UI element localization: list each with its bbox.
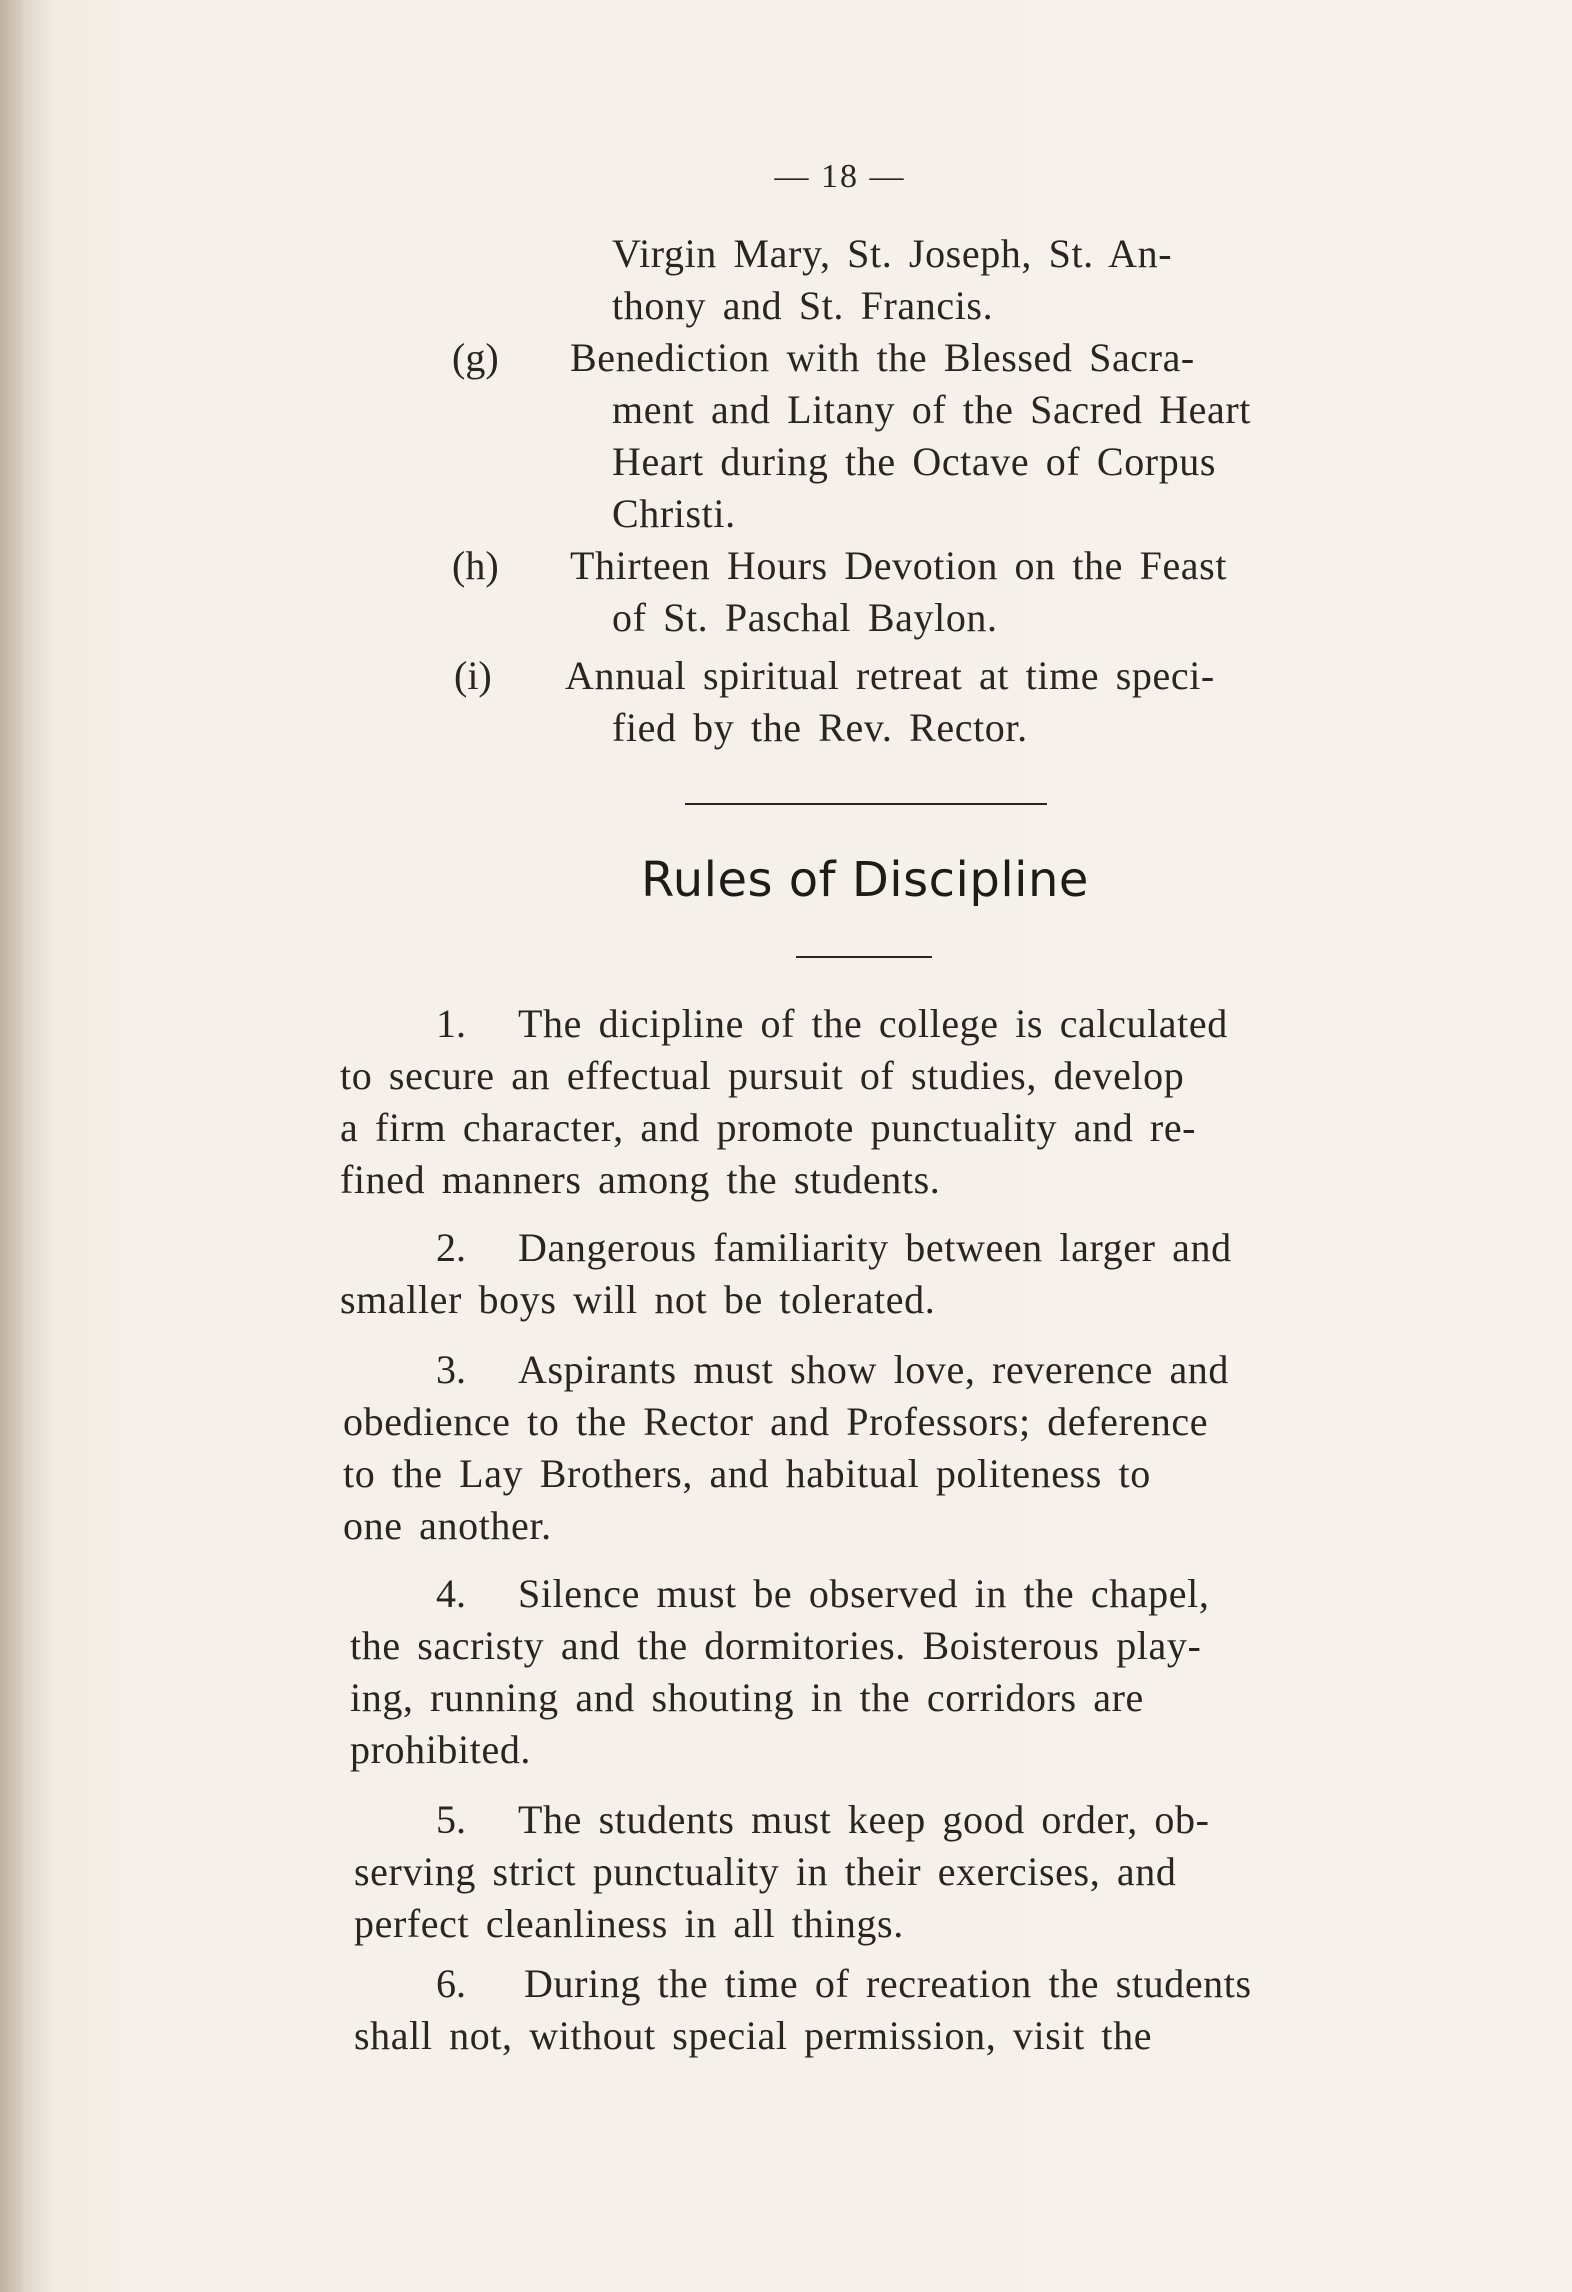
- list-line: Virgin Mary, St. Joseph, St. An-: [612, 231, 1173, 276]
- rule-line: perfect cleanliness in all things.: [354, 1901, 904, 1946]
- rule-line: one another.: [343, 1503, 552, 1548]
- rule-number: 2.: [436, 1225, 466, 1270]
- rule-number: 6.: [436, 1961, 466, 2006]
- rule-line: Aspirants must show love, reverence and: [518, 1347, 1229, 1392]
- list-line: fied by the Rev. Rector.: [612, 705, 1028, 750]
- section-divider: [685, 803, 1047, 805]
- rule-line: Silence must be observed in the chapel,: [518, 1571, 1210, 1616]
- rule-line: a firm character, and promote punctuality and re-: [340, 1105, 1197, 1150]
- rule-line: Dangerous familiarity between larger and: [518, 1225, 1232, 1270]
- list-line: Thirteen Hours Devotion on the Feast: [570, 543, 1228, 588]
- rule-line: fined manners among the students.: [340, 1157, 941, 1202]
- list-marker-g: (g): [452, 335, 499, 380]
- rule-line: the sacristy and the dormitories. Boisterous play-: [350, 1623, 1202, 1668]
- list-marker-i: (i): [454, 653, 492, 698]
- list-line: ment and Litany of the Sacred Heart: [612, 387, 1251, 432]
- list-line: thony and St. Francis.: [612, 283, 994, 328]
- rule-line: smaller boys will not be tolerated.: [340, 1277, 936, 1322]
- rule-number: 5.: [436, 1797, 466, 1842]
- list-line: Benediction with the Blessed Sacra-: [570, 335, 1195, 380]
- rule-line: serving strict punctuality in their exercises, and: [354, 1849, 1177, 1894]
- rule-number: 4.: [436, 1571, 466, 1616]
- rule-line: ing, running and shouting in the corridors are: [350, 1675, 1144, 1720]
- rule-line: to the Lay Brothers, and habitual politeness to: [343, 1451, 1151, 1496]
- list-marker-h: (h): [452, 543, 499, 588]
- rule-line: prohibited.: [350, 1727, 532, 1772]
- section-title: Rules of Discipline: [641, 852, 1089, 908]
- title-underline: [796, 956, 932, 958]
- rule-line: shall not, without special permission, visit the: [354, 2013, 1153, 2058]
- rule-number: 1.: [436, 1001, 466, 1046]
- list-line: Christi.: [612, 491, 736, 536]
- book-binding-edge: [0, 0, 22, 2292]
- list-line: of St. Paschal Baylon.: [612, 595, 998, 640]
- page-number: — 18 —: [774, 158, 906, 195]
- rule-line: The dicipline of the college is calculated: [518, 1001, 1228, 1046]
- rule-line: to secure an effectual pursuit of studies, develop: [340, 1053, 1185, 1098]
- list-line: Heart during the Octave of Corpus: [612, 439, 1217, 484]
- rule-number: 3.: [436, 1347, 466, 1392]
- rule-line: The students must keep good order, ob-: [518, 1797, 1210, 1842]
- list-line: Annual spiritual retreat at time speci-: [565, 653, 1215, 698]
- rule-line: obedience to the Rector and Professors; deference: [343, 1399, 1209, 1444]
- rule-line: During the time of recreation the students: [524, 1961, 1252, 2006]
